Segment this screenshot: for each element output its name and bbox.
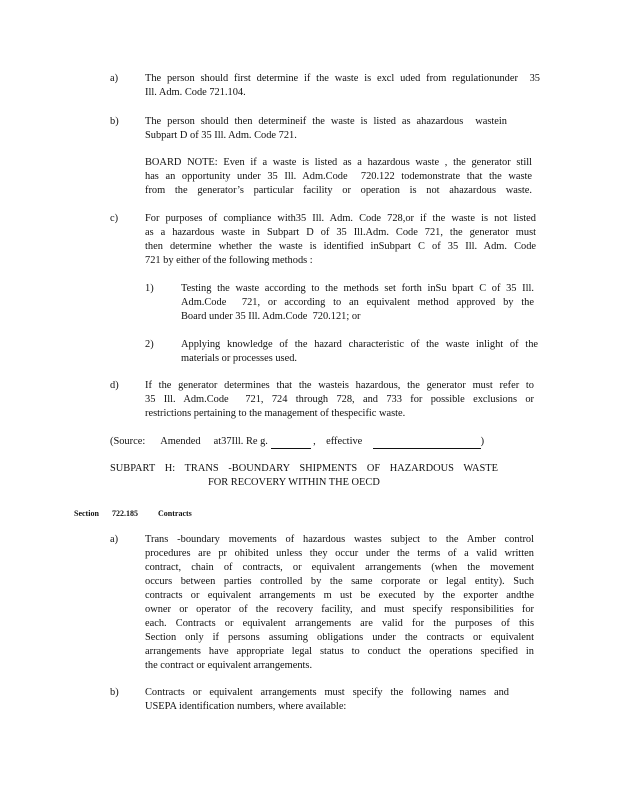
item-b-text xyxy=(145,115,507,143)
section-title: Contracts xyxy=(158,509,192,518)
source-amended: Amended xyxy=(160,436,201,447)
source-close: ) xyxy=(480,436,485,447)
board-note xyxy=(145,156,532,198)
text-line: BOARD NOTE: Even if a waste is listed as a hazardous waste , the generator still xyxy=(145,157,532,168)
subpart-line-1: SUBPART H: TRANS -BOUNDARY SHIPMENTS OF HAZARDOUS WASTE xyxy=(110,463,498,474)
text-line: occurs between parties controlled by the same corporate or legal entity). Such xyxy=(145,576,534,587)
text-line: contract, chain of contracts, or equivalent arrangements (when the movement xyxy=(145,562,534,573)
source-at: at37Ill. Re g. xyxy=(213,436,268,447)
item-a-text xyxy=(145,72,540,100)
item-b-label: b) xyxy=(110,116,119,127)
text-line: each. Contracts or equivalent arrangements are valid for the purposes of this xyxy=(145,618,534,629)
text-line: Trans -boundary movements of hazardous wastes subject to the Amber control xyxy=(145,534,534,545)
text-line: 35 Ill. Adm.Code 721, 724 through 728, and 733 for possible exclusions or xyxy=(145,394,534,405)
text-line: Testing the waste according to the methods set forth inSu bpart C of 35 Ill. xyxy=(181,283,534,294)
item-d-text xyxy=(145,379,534,421)
text-line: 721 by either of the following methods : xyxy=(145,255,313,266)
text-line: materials or processes used. xyxy=(181,353,297,364)
section-number: 722.185 xyxy=(112,509,138,518)
text-line: has an opportunity under 35 Ill. Adm.Code 720.122 todemonstrate that the waste xyxy=(145,171,532,182)
item-a-label: a) xyxy=(110,73,119,84)
subpart-line-2: FOR RECOVERY WITHIN THE OECD xyxy=(208,477,380,488)
item-c2-label: 2) xyxy=(145,339,154,350)
text-line: The person should then determineif the waste is listed as ahazardous wastein xyxy=(145,116,507,127)
item-c1-label: 1) xyxy=(145,283,154,294)
text-line: owner or operator of the recovery facility, and must specify responsibilities for xyxy=(145,604,534,615)
section-a-label: a) xyxy=(110,534,119,545)
item-c1-text xyxy=(181,282,534,324)
section-b-label: b) xyxy=(110,687,119,698)
item-c-text xyxy=(145,212,536,268)
text-line: then determine whether the waste is identified inSubpart C of 35 Ill. Adm. Code xyxy=(145,241,536,252)
text-line: Adm.Code 721, or according to an equivalent method approved by the xyxy=(181,297,534,308)
effective-date-blank xyxy=(373,437,481,449)
item-d-label: d) xyxy=(110,380,119,391)
source-prefix: (Source: xyxy=(110,436,146,447)
text-line: Board under 35 Ill. Adm.Code 720.121; or xyxy=(181,311,361,322)
text-line: Contracts or equivalent arrangements must specify the following names and xyxy=(145,687,509,698)
section-a-text xyxy=(145,533,534,673)
text-line: arrangements have appropriate legal status to conduct the operations specified in xyxy=(145,646,534,657)
text-line: Ill. Adm. Code 721.104. xyxy=(145,87,246,98)
register-blank xyxy=(271,437,311,449)
source-line xyxy=(110,435,484,449)
section-b-text xyxy=(145,686,509,714)
text-line: USEPA identification numbers, where available: xyxy=(145,701,347,712)
source-effective: effective xyxy=(326,436,363,447)
text-line: from the generator’s particular facility or operation is not ahazardous waste. xyxy=(145,185,532,196)
text-line: Applying knowledge of the hazard characteristic of the waste inlight of the xyxy=(181,339,538,350)
text-line: restrictions pertaining to the management of thespecific waste. xyxy=(145,408,406,419)
text-line: procedures are pr ohibited unless they occur under the terms of a valid written xyxy=(145,548,534,559)
text-line: If the generator determines that the wasteis hazardous, the generator must refer to xyxy=(145,380,534,391)
section-label: Section xyxy=(74,509,99,518)
item-c-label: c) xyxy=(110,213,119,224)
text-line: For purposes of compliance with35 Ill. Adm. Code 728,or if the waste is not listed xyxy=(145,213,536,224)
text-line: as a hazardous waste in Subpart D of 35 Ill.Adm. Code 721, the generator must xyxy=(145,227,536,238)
source-comma: , xyxy=(313,436,316,447)
text-line: The person should first determine if the waste is excl uded from regulationunder 35 xyxy=(145,73,540,84)
item-c2-text xyxy=(181,338,538,366)
subpart-heading xyxy=(110,462,498,476)
text-line: contracts or equivalent arrangements m ust be executed by the exporter andthe xyxy=(145,590,534,601)
text-line: Subpart D of 35 Ill. Adm. Code 721. xyxy=(145,130,297,141)
text-line: the contract or equivalent arrangements. xyxy=(145,660,313,671)
text-line: Section only if persons assuming obligations under the contracts or equivalent xyxy=(145,632,534,643)
